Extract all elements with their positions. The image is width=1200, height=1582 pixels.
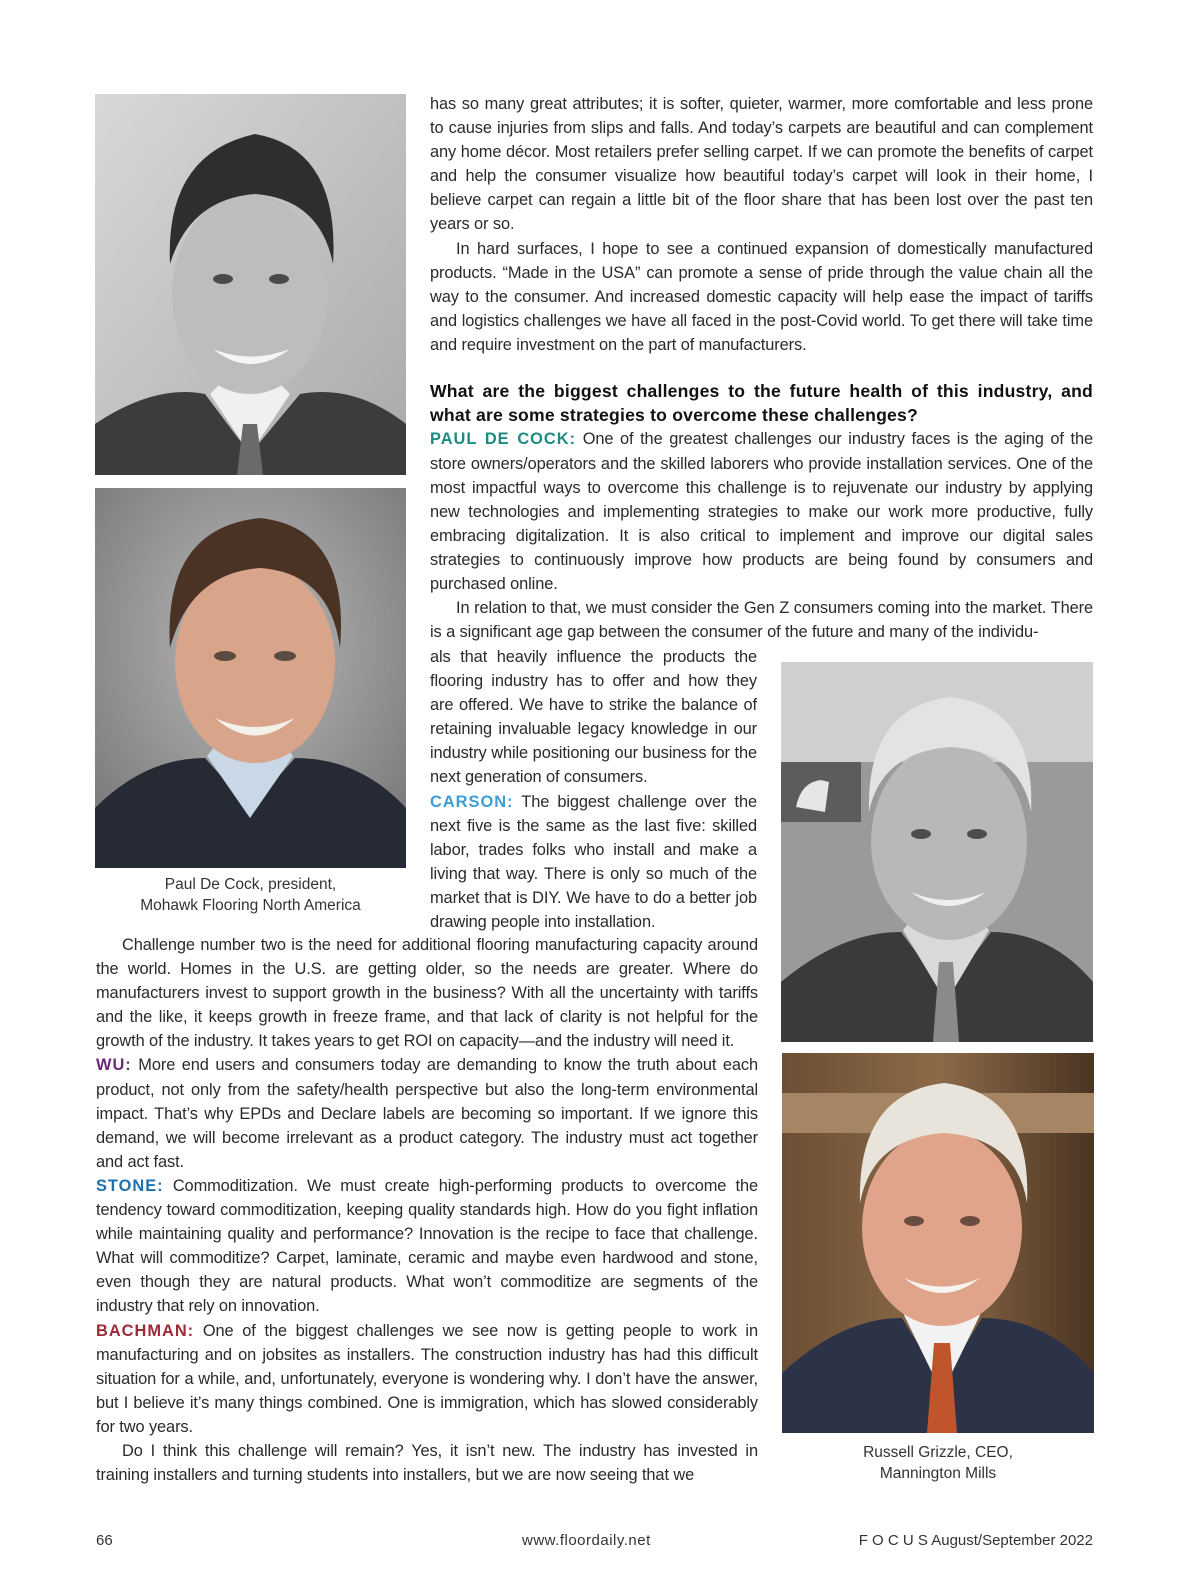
speaker-label: PAUL DE COCK: — [430, 430, 577, 449]
article-column-narrow — [430, 645, 757, 934]
paragraph: als that heavily influence the products the flooring industry has to offer and how they are offered. We have to strike the balance of retaining invaluable legacy knowledge in our industry while positioning our business for the next generation of consumers. — [430, 648, 757, 787]
caption-line: Paul De Cock, president, — [164, 876, 337, 893]
answer-text: Commoditization. We must create high-performing products to overcome the tendency toward commoditization, keeping quality standards high. How do you fight inflation while maintaining quality and performance? Innovation is the recipe to face that challenge. What will commoditize? Carpet, laminate, ceramic and maybe even hardwood and stone, even though they are natural products. What won’t commoditize are segments of the industry that rely on innovation. — [96, 1176, 758, 1316]
paragraph: Do I think this challenge will remain? Yes, it isn’t new. The industry has invested in training installers and turning students into installers, but we are now seeing that we — [96, 1441, 758, 1485]
answer-bachman — [96, 1319, 758, 1439]
magazine-issue — [859, 1532, 1093, 1549]
answer-text: The biggest challenge over the next five is the same as the last five: skilled labor, trades folks who install and make a living that way. There is only so much of the market that is DIY. We have to do a better job drawing people into installation. — [430, 792, 757, 932]
article-column-lower — [96, 933, 758, 1487]
photo-gray-haired-man — [781, 662, 1093, 1042]
caption-paul-de-cock — [95, 874, 406, 916]
caption-russell-grizzle — [782, 1442, 1094, 1484]
paragraph: has so many great attributes; it is softer, quieter, warmer, more comfortable and less prone to cause injuries from slips and falls. And today’s carpets are beautiful and can complement any home décor. Most retailers prefer selling carpet. If we can promote the benefits of carpet and help the consumer visualize how beautiful today’s carpet will look in their home, I believe carpet can regain a little bit of the floor share that has been lost over the past ten years or so. — [430, 95, 1093, 234]
answer-text: One of the greatest challenges our industry faces is the aging of the store owners/operators and the skilled laborers who provide installation services. One of the most impactful ways to overcome this challenge is to rejuvenate our industry by applying new technologies and implementing strategies to make our work more productive, fully embracing digitalization. It is also critical to implement and improve our digital sales strategies to continuously improve how products are being found by consumers and purchased online. — [430, 430, 1094, 593]
answer-carson — [430, 790, 757, 935]
issue-date: August/September 2022 — [931, 1532, 1093, 1549]
magazine-name: F O C U S — [858, 1532, 928, 1549]
speaker-label: WU: — [96, 1056, 132, 1075]
paragraph: Challenge number two is the need for additional flooring manufacturing capacity around the world. Homes in the U.S. are getting older, so the needs are greater. Where do manufacturers invest to support growth in the business? With all the uncertainty with tariffs and the like, it keeps growth in freeze frame, and that lack of clarity is not helpful for the growth of the industry. It takes years to get ROI on capacity—and the industry will need it. — [96, 936, 758, 1051]
answer-stone — [96, 1174, 758, 1319]
answer-text: One of the biggest challenges we see now is getting people to work in manufacturing and on jobsites as installers. The construction industry has had this difficult situation for a while, and, unfortunately, everyone is wondering why. I don’t have the answer, but I believe it’s many things combined. One is immigration, which has slowed considerably for two years. — [96, 1321, 758, 1436]
speaker-label: STONE: — [96, 1176, 164, 1195]
paragraph: In hard surfaces, I hope to see a continued expansion of domestically manufactured products. “Made in the USA” can promote a sense of pride through the value chain all the way to the consumer. And increased domestic capacity will help ease the impact of tariffs and logistics challenges we have all faced in the post-Covid world. To get there will take time and require investment on the part of manufacturers. — [430, 239, 1093, 354]
photo-russell-grizzle — [782, 1053, 1094, 1433]
paragraph: In relation to that, we must consider the Gen Z consumers coming into the market. There is a significant age gap between the consumer of the future and many of the individu- — [430, 599, 1093, 642]
answer-wu — [96, 1053, 758, 1173]
speaker-label: BACHMAN: — [96, 1321, 195, 1340]
caption-line: Russell Grizzle, CEO, — [863, 1444, 1013, 1461]
photo-young-man — [95, 94, 406, 475]
page-number: 66 — [96, 1532, 113, 1549]
photo-paul-de-cock — [95, 488, 406, 868]
article-column-upper — [430, 92, 1093, 644]
answer-paul-de-cock — [430, 427, 1093, 596]
website-link[interactable]: www.floordaily.net — [522, 1532, 651, 1549]
question-heading: What are the biggest challenges to the future health of this industry, and what are some strategies to overcome these challenges? — [430, 381, 1093, 426]
speaker-label: CARSON: — [430, 792, 514, 811]
answer-text: More end users and consumers today are demanding to know the truth about each product, not only from the safety/health perspective but also the long-term environmental impact. That’s why EPDs and Declare labels are becoming so important. If we ignore this demand, we will become irrelevant as a product category. The industry must act together and act fast. — [96, 1056, 758, 1171]
caption-line: Mannington Mills — [879, 1465, 997, 1482]
caption-line: Mohawk Flooring North America — [140, 897, 361, 914]
